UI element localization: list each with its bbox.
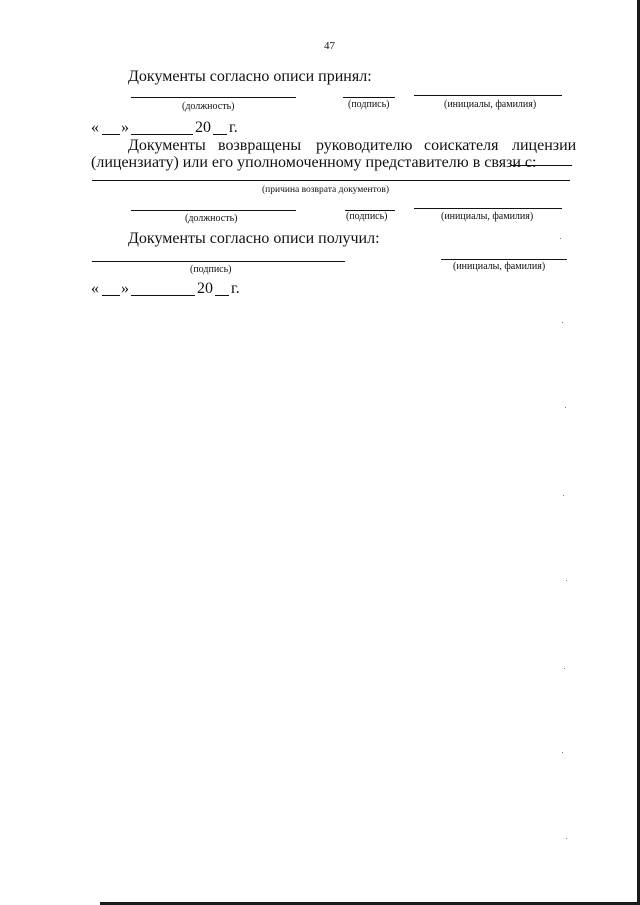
signature-line-1 [343,97,395,98]
label-name-2: (инициалы, фамилия) [441,211,534,222]
returned-word-3: руководителю [316,137,413,154]
received-heading: Документы согласно описи принял: [128,68,372,85]
date-month-blank-2 [131,295,195,296]
label-name-1: (инициалы, фамилия) [444,99,537,110]
reason-inline-blank [510,165,572,166]
returned-word-2: возвращены [218,137,302,154]
label-reason: (причина возврата документов) [262,185,390,195]
date-suffix-1: г. [229,119,238,136]
name-line-1 [414,95,562,96]
label-signature-3: (подпись) [190,264,232,275]
returned-word-1: Документы [128,137,206,154]
returned-word-4: соискателя [424,137,499,154]
date-day-blank-2 [102,295,120,296]
label-name-3: (инициалы, фамилия) [453,261,546,272]
page-number: 47 [324,40,335,52]
date-year-blank-1 [213,134,227,135]
name-line-2 [414,208,562,209]
scan-speck [566,580,567,581]
scan-speck [562,752,563,753]
date-year-1: 20 [195,119,211,136]
date-year-2: 20 [197,280,213,297]
label-position-1: (должность) [182,101,235,112]
name-line-3 [441,259,567,260]
date-open-quote-1: « [91,119,99,136]
scan-speck [563,495,564,496]
date-open-quote-2: « [91,280,99,297]
scan-speck [562,322,563,323]
scan-speck [565,407,566,408]
date-close-quote-1: » [121,119,129,136]
date-year-blank-2 [215,295,229,296]
date-suffix-2: г. [231,280,240,297]
label-signature-1: (подпись) [348,99,390,110]
date-month-blank-1 [131,134,193,135]
label-signature-2: (подпись) [346,211,388,222]
date-day-blank-1 [102,134,120,135]
reason-line [92,180,570,181]
signature-line-3 [92,261,345,262]
returned-line-2: (лицензиату) или его уполномоченному представителю в связи с: [91,154,537,171]
date-close-quote-2: » [121,280,129,297]
position-line-2 [131,210,296,211]
obtained-heading: Документы согласно описи получил: [128,230,380,247]
returned-word-5: лицензии [512,137,577,154]
scan-speck [564,668,565,669]
position-line-1 [131,97,296,98]
scan-speck [566,838,567,839]
label-position-2: (должность) [185,213,238,224]
scan-speck [560,238,561,239]
